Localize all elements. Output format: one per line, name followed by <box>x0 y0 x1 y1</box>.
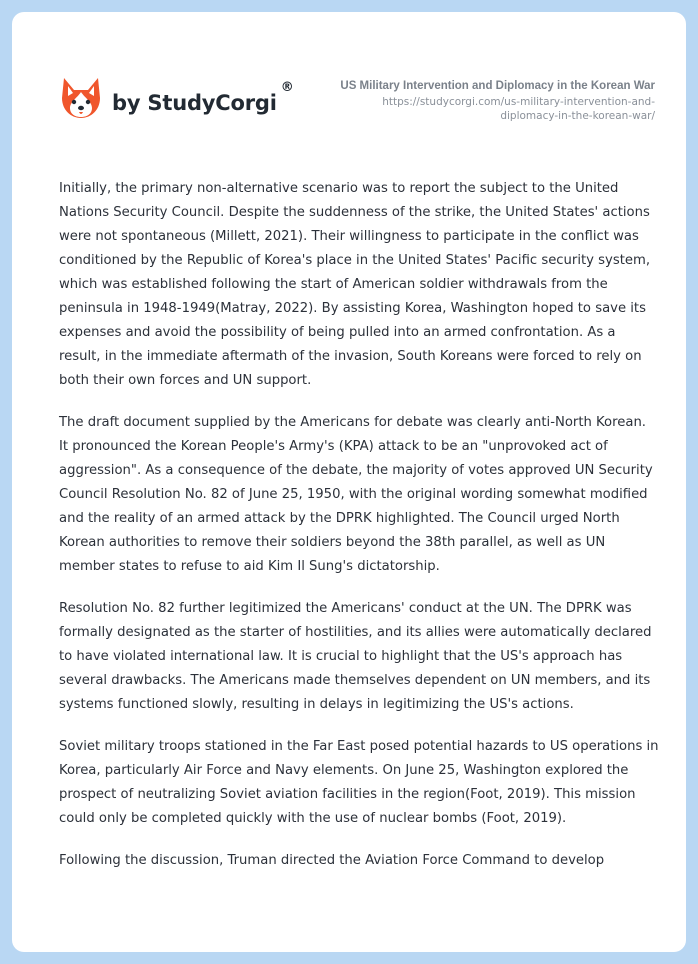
paragraph: Initially, the primary non-alternative scenario was to report the subject to the United Nations Security Council. Despite the suddenness of the strike, the United States' actions were not spontaneous (Millett, 2021). Their willingness to participate in the conflict was conditioned by the Republic of Korea's place in the United States' Pacific security system, which was established following the start of American soldier withdrawals from the peninsula in 1948-1949(Matray, 2022). By assisting Korea, Washington hoped to save its expenses and avoid the possibility of being pulled into an armed confrontation. As a result, in the immediate aftermath of the invasion, South Koreans were forced to rely on both their own forces and UN support. <box>59 181 651 388</box>
document-body <box>59 177 659 891</box>
document-page <box>12 12 686 952</box>
corgi-logo-icon <box>60 76 102 122</box>
paragraph: Following the discussion, Truman directed the Aviation Force Command to develop <box>59 853 605 868</box>
brand-name: by StudyCorgi <box>112 91 277 115</box>
url-line-1: https://studycorgi.com/us-military-intervention-and- <box>382 96 655 108</box>
document-url[interactable] <box>295 95 655 123</box>
document-meta <box>295 80 655 123</box>
registered-mark: ® <box>280 79 294 95</box>
studycorgi-logo[interactable] <box>60 76 294 122</box>
paragraph: Resolution No. 82 further legitimized the Americans' conduct at the UN. The DPRK was formally designated as the starter of hostilities, and its allies were automatically declared to have violated international law. It is crucial to highlight that the US's approach has several drawbacks. The Americans made themselves dependent on UN members, and its systems functioned slowly, resulting in delays in legitimizing the US's actions. <box>59 601 652 712</box>
paragraph: Soviet military troops stationed in the Far East posed potential hazards to US operations in Korea, particularly Air Force and Navy elements. On June 25, Washington explored the prospect of neutralizing Soviet aviation facilities in the region(Foot, 2019). This mission could only be completed quickly with the use of nuclear bombs (Foot, 2019). <box>59 739 659 826</box>
document-title: US Military Intervention and Diplomacy in the Korean War <box>340 80 655 92</box>
url-line-2: diplomacy-in-the-korean-war/ <box>500 110 655 122</box>
paragraph: The draft document supplied by the Americans for debate was clearly anti-North Korean. It pronounced the Korean People's Army's (KPA) attack to be an "unprovoked act of aggression". As a consequence of the debate, the majority of votes approved UN Security Council Resolution No. 82 of June 25, 1950, with the original wording somewhat modified and the reality of an armed attack by the DPRK highlighted. The Council urged North Korean authorities to remove their soldiers beyond the 38th parallel, as well as UN member states to refuse to aid Kim Il Sung's dictatorship. <box>59 415 653 574</box>
